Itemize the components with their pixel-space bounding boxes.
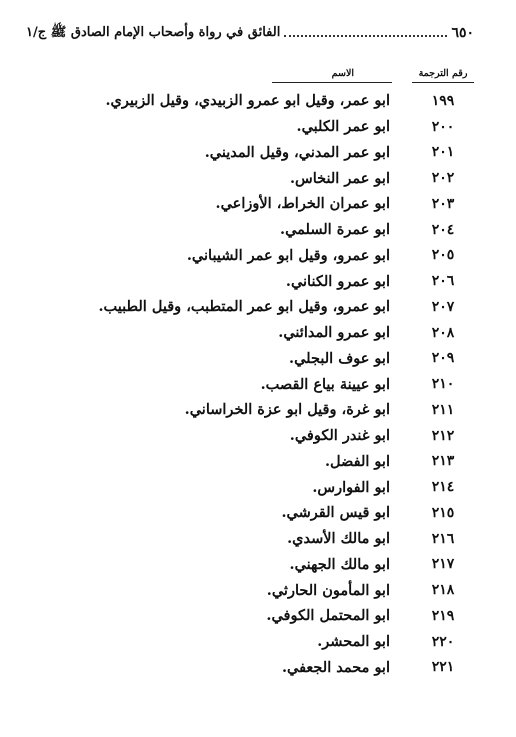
entry-name: ابو عمرة السلمي. — [280, 221, 390, 239]
list-item — [40, 165, 476, 191]
entry-number: ٢١٤ — [431, 479, 455, 496]
entry-name: ابو المحشر. — [317, 633, 390, 651]
entry-name: ابو المأمون الحارثي. — [266, 581, 390, 599]
entry-name: ابو عمرو، وقيل ابو عمر الشيباني. — [186, 246, 390, 264]
entry-number: ٢١١ — [431, 401, 455, 418]
entry-name: ابو غرة، وقيل ابو عزة الخراساني. — [184, 401, 390, 419]
list-item — [40, 243, 476, 269]
entry-name: ابو مالك الأسدي. — [287, 530, 390, 548]
entry-name: ابو عوف البجلي. — [289, 349, 390, 367]
entry-number: ٢١٨ — [431, 582, 455, 599]
running-header — [26, 22, 474, 44]
column-underline-name — [272, 82, 392, 83]
entry-name: ابو عمرو الكناني. — [285, 272, 390, 290]
entries-list — [40, 88, 476, 680]
column-headers — [40, 68, 476, 84]
entry-name: ابو قيس القرشي. — [281, 504, 390, 522]
entry-number: ٢٠٥ — [431, 247, 455, 264]
entry-number: ٢٢٠ — [431, 633, 455, 650]
entry-name: ابو عمر النخاس. — [289, 169, 390, 187]
list-item — [40, 449, 476, 475]
list-item — [40, 114, 476, 140]
entry-number: ٢١٦ — [431, 530, 455, 547]
entry-number: ٢٢١ — [431, 659, 455, 676]
entry-name: ابو مالك الجهني. — [289, 555, 390, 573]
entry-number: ٢٠١ — [431, 144, 455, 161]
entry-number: ٢١٩ — [431, 607, 455, 624]
entry-name: ابو عمر الكلبي. — [296, 118, 390, 136]
list-item — [40, 655, 476, 681]
entry-number: ٢١٧ — [431, 556, 455, 573]
entry-number: ٢٠٦ — [431, 273, 455, 290]
entry-number: ٢١٣ — [431, 453, 455, 470]
list-item — [40, 217, 476, 243]
column-underline-number — [412, 82, 474, 83]
leader-dots — [284, 35, 447, 37]
list-item — [40, 397, 476, 423]
entry-number: ٢١٠ — [431, 376, 455, 393]
entry-name: ابو عمر، وقيل ابو عمرو الزبيدي، وقيل الزبيري. — [105, 92, 390, 110]
list-item — [40, 603, 476, 629]
entry-number: ٢٠٠ — [431, 118, 455, 135]
list-item — [40, 268, 476, 294]
entry-number: ٢٠٢ — [431, 170, 455, 187]
entry-name: ابو عمر المدني، وقيل المديني. — [204, 143, 390, 161]
list-item — [40, 320, 476, 346]
running-title: الفائق في رواة وأصحاب الإمام الصادق ﷺ ج/١ — [26, 24, 281, 40]
entry-name: ابو عمران الخراط، الأوزاعي. — [215, 195, 390, 213]
list-item — [40, 371, 476, 397]
list-item — [40, 346, 476, 372]
entry-number: ٢٠٧ — [431, 298, 455, 315]
list-item — [40, 629, 476, 655]
entry-name: ابو محمد الجعفي. — [281, 658, 390, 676]
entry-name: ابو عمرو المدائني. — [278, 324, 390, 342]
entry-number: ٢٠٣ — [431, 195, 455, 212]
entry-name: ابو الفضل. — [325, 452, 390, 470]
column-header-number: رقم الترجمة — [418, 68, 468, 79]
column-header-name: الاسم — [331, 68, 354, 79]
entry-number: ٢٠٩ — [431, 350, 455, 367]
list-item — [40, 526, 476, 552]
list-item — [40, 552, 476, 578]
entry-number: ١٩٩ — [431, 92, 455, 109]
page-number: ٦٥٠ — [451, 25, 474, 41]
list-item — [40, 191, 476, 217]
list-item — [40, 88, 476, 114]
list-item — [40, 294, 476, 320]
list-item — [40, 423, 476, 449]
entry-number: ٢١٢ — [431, 427, 455, 444]
list-item — [40, 140, 476, 166]
entry-name: ابو المحتمل الكوفي. — [266, 607, 390, 625]
entry-name: ابو عمرو، وقيل ابو عمر المتطبب، وقيل الطبيب. — [98, 298, 390, 316]
entry-number: ٢٠٨ — [431, 324, 455, 341]
entry-name: ابو عيينة بياع القصب. — [260, 375, 390, 393]
entry-name: ابو غندر الكوفي. — [289, 427, 390, 445]
list-item — [40, 577, 476, 603]
entry-number: ٢٠٤ — [431, 221, 455, 238]
entry-number: ٢١٥ — [431, 504, 455, 521]
entry-name: ابو الفوارس. — [312, 478, 390, 496]
list-item — [40, 474, 476, 500]
list-item — [40, 500, 476, 526]
